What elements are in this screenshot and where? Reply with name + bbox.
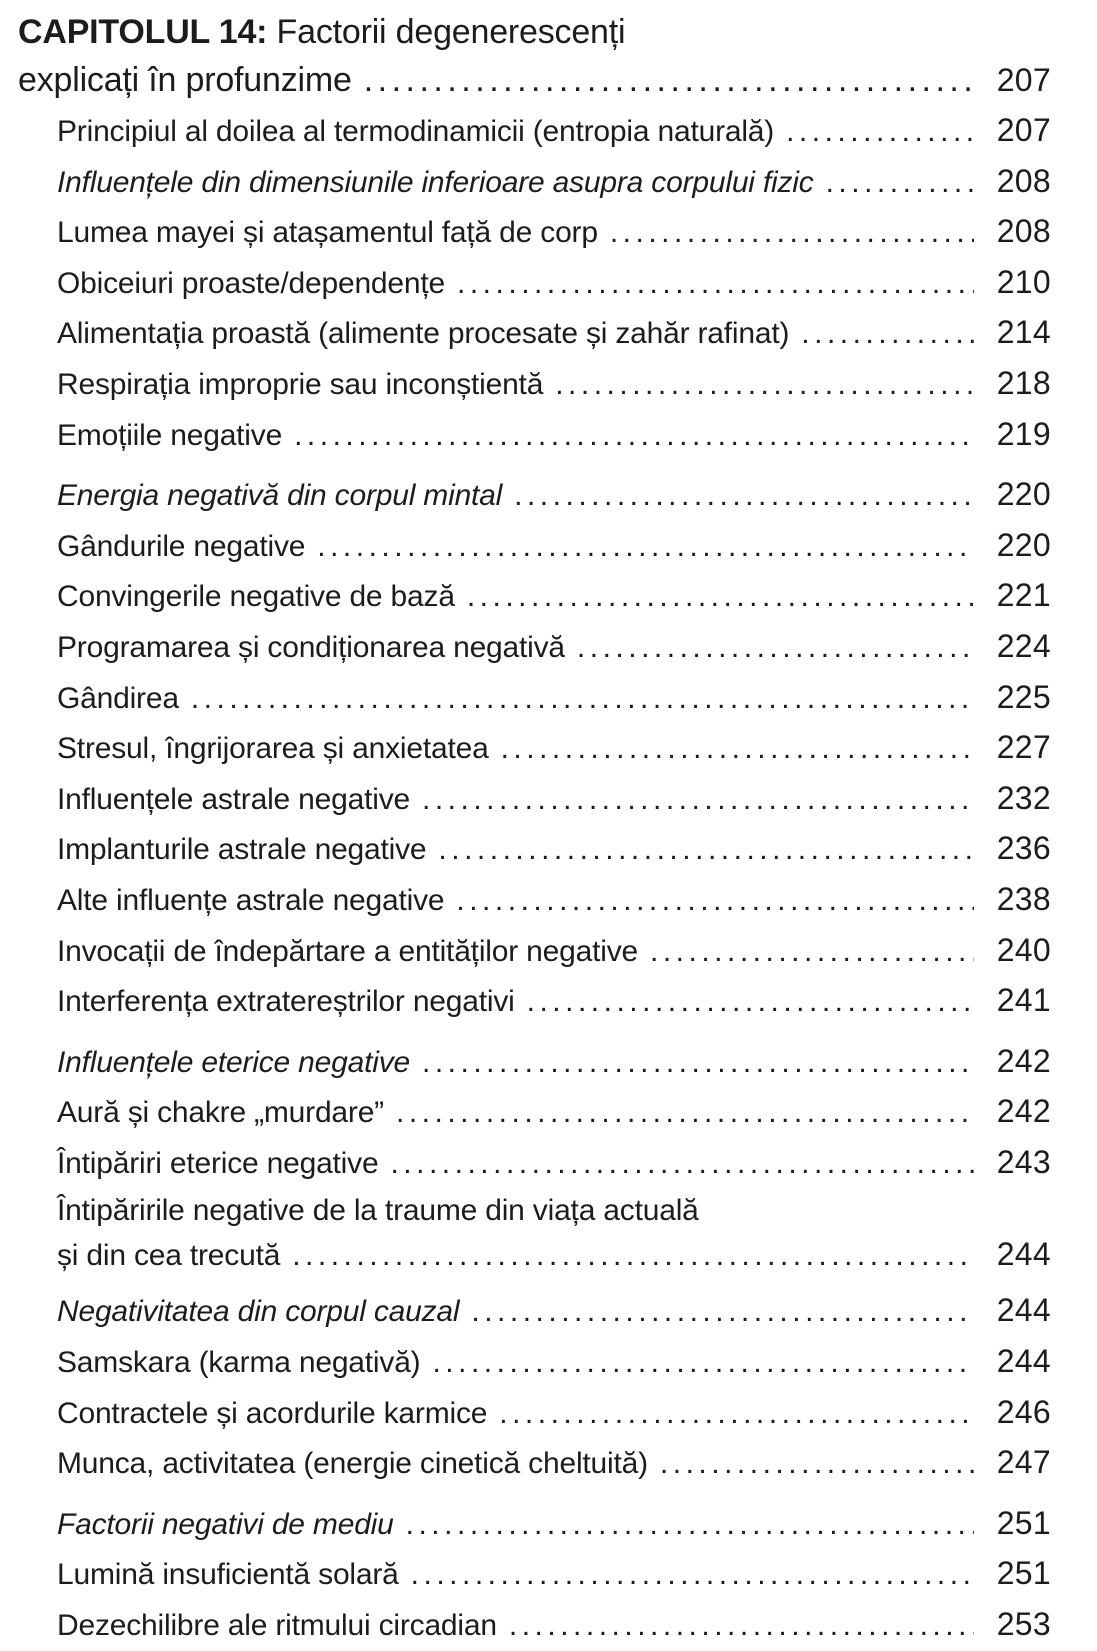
dot-leader — [411, 1551, 974, 1600]
toc-entry-page: 210 — [996, 263, 1051, 300]
dot-leader — [191, 675, 974, 724]
toc-entry — [57, 774, 1051, 825]
toc-entry-label: Alte influențe astrale negative — [57, 883, 445, 917]
dot-leader — [406, 1501, 974, 1550]
toc-entry-label: Aură și chakre „murdare” — [57, 1096, 384, 1130]
toc-entry-page: 238 — [996, 880, 1051, 917]
toc-entry-page: 218 — [996, 364, 1051, 401]
toc-entry — [57, 258, 1051, 309]
toc-entry-page: 242 — [996, 1042, 1051, 1079]
toc-entry-label: Munca, activitatea (energie cinetică cheltuită) — [57, 1447, 648, 1481]
dot-leader — [610, 209, 974, 258]
dot-leader — [294, 412, 974, 461]
toc-entry — [57, 1037, 1051, 1088]
chapter-number-label: CAPITOLUL 14: — [18, 13, 268, 51]
toc-entry-label: Gândurile negative — [57, 529, 306, 563]
toc-entry — [57, 521, 1051, 572]
toc-entry-page: 227 — [996, 729, 1051, 766]
toc-entry — [57, 926, 1051, 977]
toc-entry-label: Emoțiile negative — [57, 418, 283, 452]
toc-entry-page: 220 — [996, 476, 1051, 513]
dot-leader — [577, 624, 974, 673]
toc-entry-page: 247 — [996, 1444, 1051, 1481]
toc-entry-page: 251 — [996, 1555, 1051, 1592]
dot-leader — [801, 310, 974, 359]
toc-entry — [57, 723, 1051, 774]
toc-entry-page: 220 — [996, 526, 1051, 563]
toc-entry-page: 241 — [996, 982, 1051, 1019]
toc-entry — [57, 1438, 1051, 1489]
toc-entry-page: 242 — [996, 1093, 1051, 1130]
dot-leader — [555, 361, 974, 410]
dot-leader — [438, 826, 974, 875]
toc-entry-page: 236 — [996, 830, 1051, 867]
toc-entry — [57, 207, 1051, 258]
toc-entry-label: Interferența extratereștrilor negativi — [57, 985, 515, 1019]
toc-entry-page: 244 — [996, 1292, 1051, 1329]
toc-entry-label: Lumină insuficientă solară — [57, 1558, 399, 1592]
toc-entry-label: Energia negativă din corpul mintal — [57, 479, 503, 513]
toc-entry — [57, 157, 1051, 208]
toc-entry — [57, 410, 1051, 461]
toc-entry-page: 208 — [996, 162, 1051, 199]
dot-leader — [432, 1339, 974, 1388]
toc-entry — [57, 1337, 1051, 1388]
toc-entry-label: Principiul al doilea al termodinamicii (entropia naturală) — [57, 115, 775, 148]
toc-entry — [57, 673, 1051, 724]
toc-entry-page: 208 — [996, 213, 1051, 250]
toc-entry-label: Influențele din dimensiunile inferioare asupra corpului fizic — [57, 165, 814, 199]
toc-entry-page: 253 — [996, 1606, 1051, 1643]
dot-leader — [501, 725, 974, 774]
chapter-title-text-line2: explicați în profunzime — [18, 61, 352, 99]
chapter-title-text: Factorii degenerescenți — [267, 13, 626, 51]
toc-entry-label: Lumea mayei și atașamentul față de corp — [57, 216, 598, 250]
dot-leader — [509, 1602, 974, 1651]
dot-leader — [786, 108, 974, 157]
toc-entry — [57, 976, 1051, 1027]
dot-leader — [499, 1390, 974, 1439]
dot-leader — [467, 573, 974, 622]
toc-entry — [57, 1286, 1051, 1337]
toc-entry — [57, 824, 1051, 875]
toc-entry-label: Dezechilibre ale ritmului circadian — [57, 1609, 497, 1643]
toc-entry — [57, 1600, 1051, 1651]
dot-leader — [826, 159, 974, 208]
toc-entry-page: 243 — [996, 1143, 1051, 1180]
toc-entries — [57, 106, 1051, 1651]
toc-entry-label: Negativitatea din corpul cauzal — [57, 1295, 460, 1329]
chapter-heading-line1 — [18, 8, 1051, 56]
toc-entry — [57, 1234, 1051, 1276]
toc-entry-label: Influențele astrale negative — [57, 782, 410, 816]
toc-entry-page: 225 — [996, 678, 1051, 715]
dot-leader — [396, 1089, 974, 1138]
dot-leader — [422, 1039, 974, 1088]
dot-leader — [660, 1440, 974, 1489]
dot-leader — [422, 776, 974, 825]
toc-entry-label: Alimentația proastă (alimente procesate și zahăr rafinat) — [57, 317, 790, 351]
toc-entry-label: Programarea și condiționarea negativă — [57, 630, 565, 664]
toc-entry-label: Influențele eterice negative — [57, 1045, 410, 1079]
toc-entry-page: 251 — [996, 1504, 1051, 1541]
toc-entry — [57, 1087, 1051, 1138]
toc-entry-page: 232 — [996, 779, 1051, 816]
toc-entry-page: 240 — [996, 931, 1051, 968]
toc-entry-page: 244 — [996, 1343, 1051, 1380]
toc-entry — [57, 571, 1051, 622]
dot-leader — [456, 877, 974, 926]
toc-entry — [57, 1499, 1051, 1550]
dot-leader — [292, 1236, 974, 1276]
dot-leader — [514, 472, 974, 521]
toc-entry — [57, 359, 1051, 410]
toc-entry-page: 244 — [996, 1236, 1051, 1273]
chapter-heading-line2 — [18, 56, 1051, 104]
dot-leader — [471, 1288, 974, 1337]
dot-leader — [390, 1140, 974, 1189]
toc-entry — [57, 1549, 1051, 1600]
toc-entry-label: Întipăriri eterice negative — [57, 1146, 379, 1180]
toc-entry-label: Invocații de îndepărtare a entităților negative — [57, 934, 638, 968]
dot-leader — [364, 56, 974, 104]
toc-entry-page: 246 — [996, 1393, 1051, 1430]
toc-entry-label: Respirația improprie sau inconștientă — [57, 367, 544, 401]
chapter-page-number: 207 — [996, 62, 1051, 98]
toc-entry — [57, 875, 1051, 926]
toc-entry-label: Contractele și acordurile karmice — [57, 1396, 488, 1430]
toc-entry-label: Implanturile astrale negative — [57, 833, 427, 867]
dot-leader — [457, 260, 974, 309]
toc-entry-page: 219 — [996, 415, 1051, 452]
toc-entry-label: Samskara (karma negativă) — [57, 1346, 421, 1380]
toc-entry — [57, 622, 1051, 673]
toc-entry-page: 207 — [996, 112, 1051, 148]
toc-entry — [57, 1388, 1051, 1439]
toc-entry-page: 214 — [996, 314, 1051, 351]
toc-entry-label: Gândirea — [57, 681, 179, 715]
toc-entry-label: Obiceiuri proaste/dependențe — [57, 266, 446, 300]
toc-entry — [57, 308, 1051, 359]
toc-entry-label: și din cea trecută — [57, 1239, 281, 1273]
toc-entry-label: Convingerile negative de bază — [57, 580, 455, 614]
dot-leader — [527, 978, 974, 1027]
toc-entry — [57, 106, 1051, 157]
toc-entry — [57, 1138, 1051, 1189]
toc-entry — [57, 1188, 1051, 1234]
toc-entry — [57, 470, 1051, 521]
toc-entry-page: 224 — [996, 627, 1051, 664]
toc-entry-page: 221 — [996, 577, 1051, 614]
dot-leader — [317, 523, 974, 572]
dot-leader — [650, 928, 974, 977]
toc-entry-label: Întipăririle negative de la traume din viața actuală — [57, 1194, 699, 1228]
chapter-heading — [18, 8, 1051, 104]
toc-entry-label: Factorii negativi de mediu — [57, 1507, 394, 1541]
toc-entry-label: Stresul, îngrijorarea și anxietatea — [57, 732, 489, 766]
